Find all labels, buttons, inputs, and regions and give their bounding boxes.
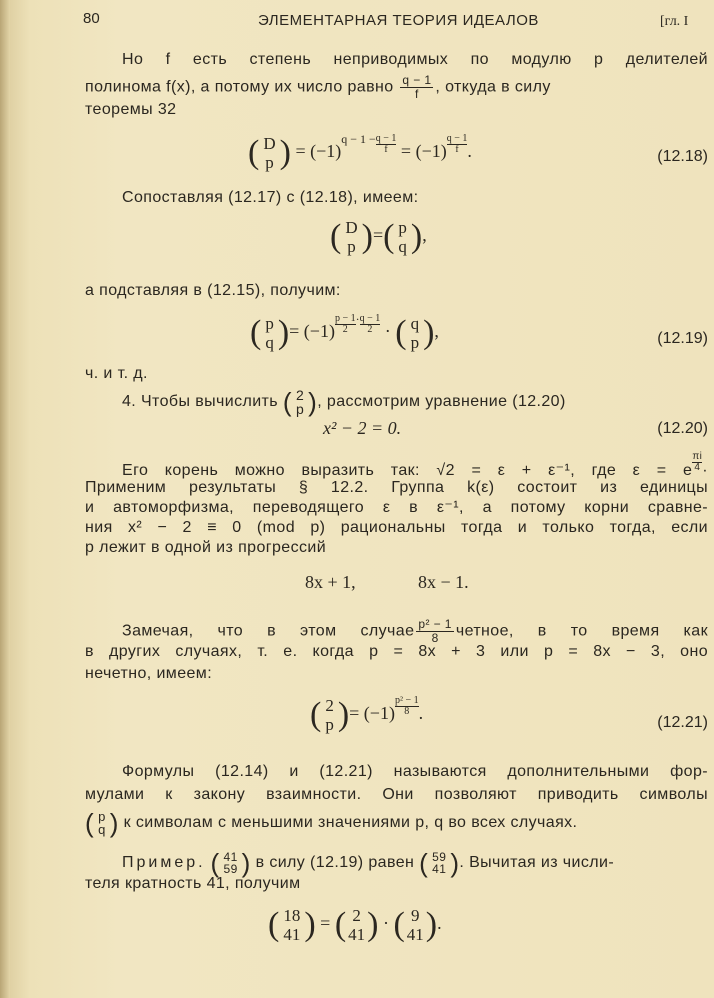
symbol: ( 41 59 ) bbox=[210, 848, 251, 878]
math-part: 8 bbox=[431, 631, 439, 645]
math-part: q − 1 bbox=[359, 313, 381, 324]
fraction bbox=[323, 696, 336, 734]
fraction bbox=[407, 906, 424, 944]
text-line: нечетно, имеем: bbox=[85, 665, 213, 682]
text-line: ч. и т. д. bbox=[85, 365, 148, 382]
text-line: Применим результаты § 12.2. Группа k(ε) состоит из единицы bbox=[85, 479, 708, 496]
math-part: , bbox=[422, 225, 427, 246]
symbol: ( 2 p ) bbox=[310, 696, 350, 734]
progression: 8x + 1, bbox=[305, 572, 356, 592]
math-part: 2 bbox=[325, 696, 334, 715]
text-line: теля кратность 41, получим bbox=[85, 875, 301, 892]
math-part bbox=[335, 314, 356, 335]
math-part: 59 bbox=[432, 850, 447, 864]
math-part bbox=[447, 134, 468, 155]
equation-final bbox=[268, 906, 442, 944]
symbol: ( D p ) bbox=[330, 218, 373, 256]
text-line bbox=[85, 810, 708, 836]
math-part: p bbox=[98, 809, 106, 824]
math-part bbox=[395, 696, 419, 717]
text-line: и автоморфизма, переводящего ε в ε⁻¹, а потому корни сравне- bbox=[85, 499, 708, 516]
math-part: , откуда в силу bbox=[435, 78, 551, 96]
equation-12-19 bbox=[250, 312, 439, 352]
math-part: f bbox=[455, 144, 459, 155]
fraction bbox=[409, 314, 422, 352]
math-part: . bbox=[437, 913, 442, 934]
symbol: ( p q ) bbox=[85, 808, 119, 838]
math-part: = (−1) bbox=[349, 703, 395, 724]
math-part: 2 bbox=[352, 906, 361, 925]
math-part: q − 1 − bbox=[341, 132, 376, 146]
math-part: p² − 1 bbox=[418, 617, 452, 631]
math-part: πi bbox=[692, 451, 703, 462]
math-part: = (−1) bbox=[295, 141, 342, 161]
math-part: f bbox=[384, 144, 388, 155]
math-part: 2 bbox=[367, 324, 373, 335]
math-part: , bbox=[434, 321, 439, 341]
math-part: 41 bbox=[406, 925, 424, 944]
math-part: 4. Чтобы вычислить bbox=[122, 393, 279, 411]
symbol: ( p q ) bbox=[383, 218, 423, 256]
text-line bbox=[122, 452, 708, 481]
text-line: Сопоставляя (12.17) с (12.18), имеем: bbox=[122, 189, 419, 206]
equation-d-p-q bbox=[330, 218, 427, 256]
math-part: p bbox=[295, 401, 305, 417]
math-part: q − 1 bbox=[402, 73, 432, 87]
math-part: 2 bbox=[342, 324, 348, 335]
math-part bbox=[376, 134, 397, 155]
equation-12-20: x² − 2 = 0. bbox=[323, 418, 402, 438]
text-line: а подставляя в (12.15), получим: bbox=[85, 282, 341, 299]
math-part: q − 1 bbox=[375, 133, 397, 144]
math-part: · bbox=[382, 913, 389, 934]
math-part bbox=[360, 314, 381, 335]
math-part: · bbox=[702, 462, 708, 479]
math-part: p bbox=[265, 313, 274, 333]
math-part: 41 bbox=[348, 925, 366, 944]
math-part: q − 1 bbox=[446, 133, 468, 144]
math-part: = (−1) bbox=[289, 321, 335, 341]
fraction bbox=[261, 134, 277, 172]
text-line: в других случаях, т. е. когда p = 8x + 3 или p = 8x − 3, оно bbox=[85, 643, 708, 660]
text-line bbox=[122, 850, 708, 876]
text-line: мулами к закону взаимности. Они позволяют приводить символы bbox=[85, 786, 708, 803]
math-part: Его корень можно выразить так: √2 = ε + ε⁻¹, где ε = e bbox=[122, 462, 693, 479]
symbol: ( 18 41 ) bbox=[268, 906, 316, 944]
math-part: p − 1 bbox=[334, 313, 356, 324]
text-line bbox=[122, 388, 708, 416]
math-part: p² − 1 bbox=[394, 695, 419, 707]
text-line: теоремы 32 bbox=[85, 101, 177, 118]
math-part: p bbox=[347, 237, 356, 256]
text-line bbox=[122, 618, 708, 645]
symbol: ( 2 41 ) bbox=[334, 906, 379, 944]
math-part: Пример. bbox=[122, 854, 206, 872]
math-part: 2 bbox=[295, 387, 305, 403]
math-part: . bbox=[418, 703, 424, 724]
math-part: 59 bbox=[223, 862, 238, 876]
fraction bbox=[430, 851, 448, 875]
text-line: Но f есть степень неприводимых по модулю p делителей bbox=[122, 51, 708, 68]
math-part: q bbox=[98, 822, 106, 837]
equation-label: (12.19) bbox=[657, 330, 708, 347]
math-part: q bbox=[398, 237, 407, 256]
fraction bbox=[416, 618, 453, 645]
symbol: ( 59 41 ) bbox=[419, 848, 460, 878]
fraction bbox=[263, 314, 276, 352]
equation-label: (12.18) bbox=[657, 148, 708, 165]
page-number: 80 bbox=[83, 10, 100, 27]
symbol: ( 2 p ) bbox=[282, 387, 318, 417]
running-title: ЭЛЕМЕНТАРНАЯ ТЕОРИЯ ИДЕАЛОВ bbox=[258, 12, 539, 29]
math-part: полинома f(x), а потому их число равно bbox=[85, 78, 394, 96]
fraction bbox=[96, 810, 108, 836]
fraction bbox=[222, 851, 240, 875]
math-part: 41 bbox=[432, 862, 447, 876]
text-line: ния x² − 2 ≡ 0 (mod p) рациональны тогда и только тогда, если bbox=[85, 519, 708, 536]
math-part: . Вычитая из числи- bbox=[459, 854, 615, 872]
fraction bbox=[348, 906, 365, 944]
fraction bbox=[396, 218, 409, 256]
symbol: ( 9 41 ) bbox=[393, 906, 438, 944]
math-part: p bbox=[265, 152, 274, 172]
math-part: в силу (12.19) равен bbox=[255, 854, 415, 872]
fraction bbox=[400, 74, 433, 101]
math-part: = bbox=[372, 225, 384, 246]
math-part: q bbox=[410, 313, 420, 333]
math-part: 9 bbox=[411, 906, 420, 925]
page-gutter bbox=[0, 0, 10, 998]
math-part bbox=[692, 452, 702, 473]
math-part: f bbox=[415, 87, 419, 101]
math-part: 8 bbox=[404, 706, 410, 718]
math-part: 4 bbox=[694, 462, 701, 473]
math-part: к символам с меньшими значениями p, q во всех случаях. bbox=[123, 814, 578, 832]
chapter-label: [гл. I bbox=[660, 14, 689, 29]
fraction bbox=[281, 906, 302, 944]
fraction bbox=[294, 388, 306, 416]
math-part: . bbox=[467, 141, 472, 161]
math-part: · bbox=[384, 321, 391, 341]
symbol: ( p q ) bbox=[250, 313, 290, 352]
math-part: = bbox=[320, 913, 331, 934]
math-part: 18 bbox=[283, 906, 301, 925]
math-part: 41 bbox=[283, 925, 301, 944]
math-part: Замечая, что в этом случае bbox=[122, 622, 415, 640]
math-part: q bbox=[265, 332, 274, 352]
equation-12-21 bbox=[310, 696, 423, 734]
equation-label: (12.21) bbox=[657, 714, 708, 731]
math-part: D bbox=[345, 218, 358, 237]
math-part: , рассмотрим уравнение (12.20) bbox=[317, 393, 566, 411]
math-part: D bbox=[263, 133, 276, 153]
equation-label: (12.20) bbox=[657, 420, 708, 437]
math-part: p bbox=[410, 332, 420, 352]
math-part: · bbox=[355, 312, 360, 326]
text-line: p лежит в одной из прогрессий bbox=[85, 539, 327, 556]
math-part: p bbox=[398, 218, 407, 237]
symbol: ( D p ) bbox=[248, 133, 291, 172]
math-part: = (−1) bbox=[400, 141, 447, 161]
text-line bbox=[85, 74, 708, 101]
math-part: p bbox=[325, 715, 334, 734]
text-line: Формулы (12.14) и (12.21) называются дополнительными фор- bbox=[122, 763, 708, 780]
math-part: 41 bbox=[223, 850, 238, 864]
math-part: четное, в то время как bbox=[455, 622, 709, 640]
symbol: ( q p ) bbox=[395, 313, 435, 352]
progression: 8x − 1. bbox=[418, 572, 469, 592]
equation-12-18 bbox=[248, 132, 472, 172]
fraction bbox=[343, 218, 359, 256]
